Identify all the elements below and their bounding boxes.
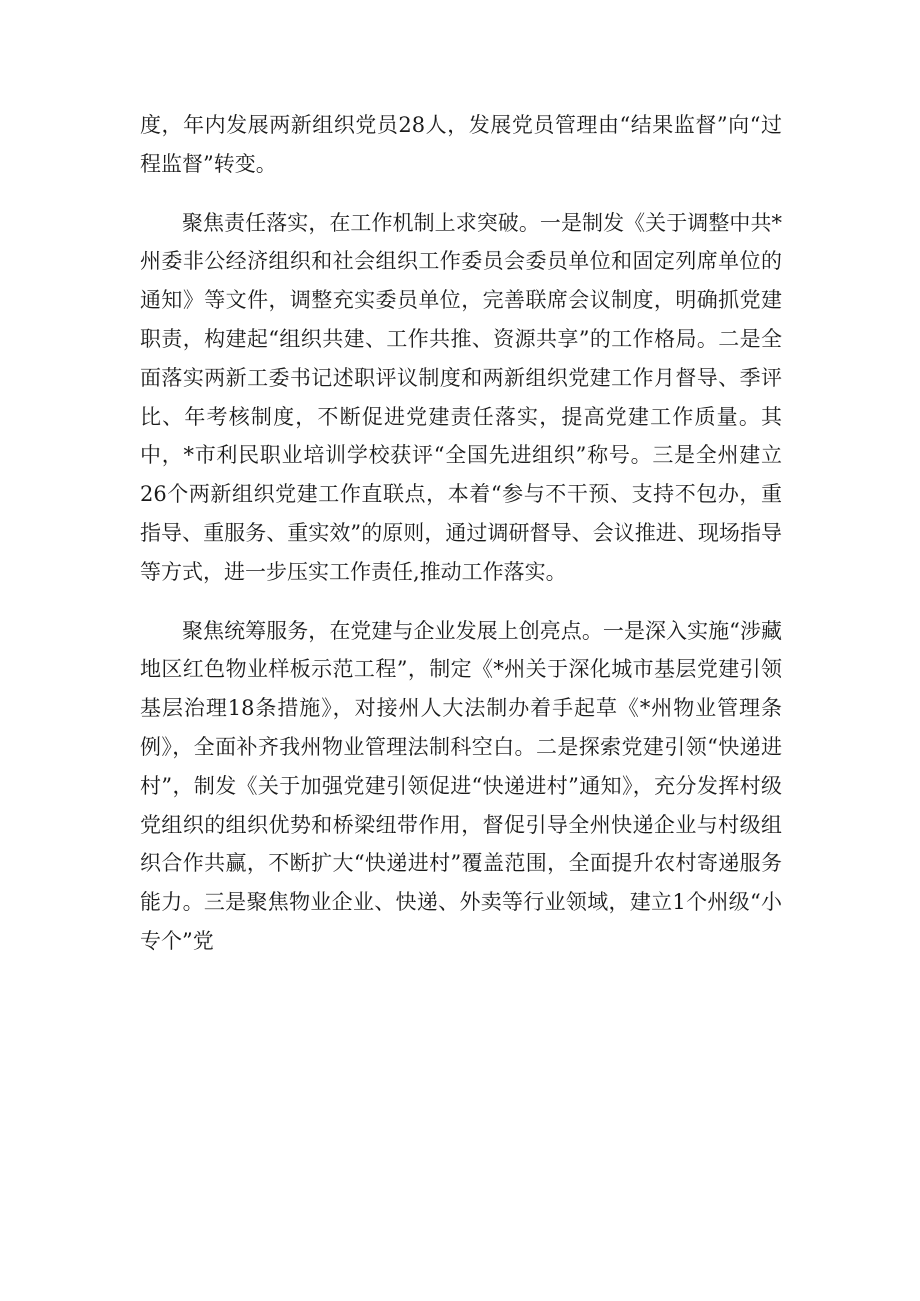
paragraph-responsibility: 聚焦责任落实，在工作机制上求突破。一是制发《关于调整中共*州委非公经济组织和社会组织工作委员会委员单位和固定列席单位的通知》等文件，调整充实委员单位，完善联席会议制度，明确抓党建职责，构建起“组织共建、工作共推、资源共享”的工作格局。二是全面落实两新工委书记述职评议制度和两新组织党建工作月督导、季评比、年考核制度，不断促进党建责任落实，提高党建工作质量。其中，*市利民职业培训学校获评“全国先进组织”称号。三是全州建立26个两新组织党建工作直联点，本着“参与不干预、支持不包办，重指导、重服务、重实效”的原则，通过调研督导、会议推进、现场指导等方式，进一步压实工作责任,推动工作落实。	[140, 210, 782, 584]
document-body	[140, 106, 782, 961]
paragraph-coordination-service: 聚焦统筹服务，在党建与企业发展上创亮点。一是深入实施“涉藏地区红色物业样板示范工程”，制定《*州关于深化城市基层党建引领基层治理18条措施》，对接州人大法制办着手起草《*州物业管理条例》，全面补齐我州物业管理法制科空白。二是探索党建引领“快递进村”，制发《关于加强党建引领促进“快递进村”通知》，充分发挥村级党组织的组织优势和桥梁纽带作用，督促引导全州快递企业与村级组织合作共赢，不断扩大“快递进村”覆盖范围，全面提升农村寄递服务能力。三是聚焦物业企业、快递、外卖等行业领域，建立1个州级“小专个”党	[140, 618, 782, 953]
paragraph-continuation: 度，年内发展两新组织党员28人，发展党员管理由“结果监督”向“过程监督”转变。	[140, 113, 782, 176]
